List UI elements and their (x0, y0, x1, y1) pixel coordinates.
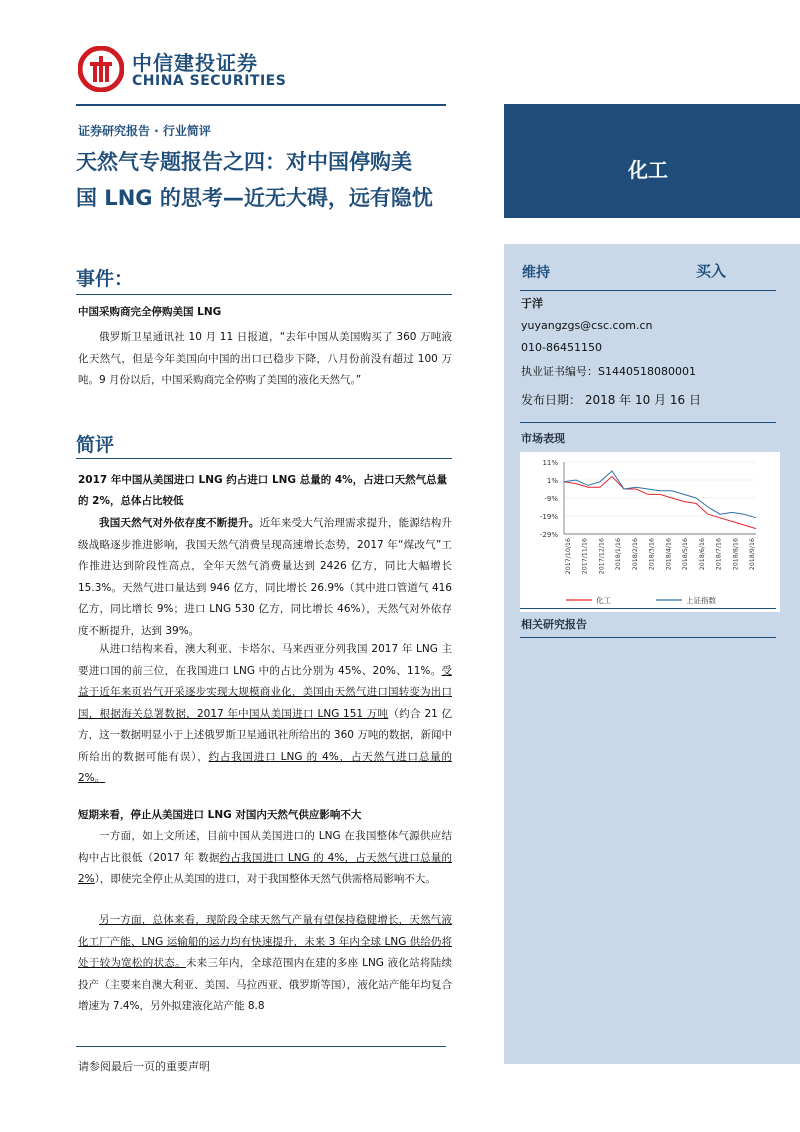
related-rule (520, 608, 776, 609)
y-tick-label: -9% (544, 495, 558, 503)
event-paragraph: 俄罗斯卫星通讯社 10 月 11 日报道，“去年中国从美国购买了 360 万吨液化天然气，但是今年美国向中国的出口已稳步下降，八月份前没有超过 100 万吨。9 月份以后，中国采购商完全停购了美国的液化天然气。” (78, 331, 452, 386)
comment-paragraph-2 (78, 639, 452, 790)
citic-logo-icon (78, 46, 124, 92)
footer-rule (76, 1046, 446, 1047)
rating-action: 维持 (522, 265, 550, 281)
comment-paragraph-3 (78, 826, 452, 891)
x-tick-label: 2018/6/16 (698, 538, 706, 571)
footer-disclaimer: 请参阅最后一页的重要声明 (78, 1060, 210, 1073)
y-tick-label: 11% (542, 459, 558, 467)
x-tick-label: 2018/4/16 (665, 538, 673, 571)
comment-p4-b: 未来三年内，全球范围内在建的多座 LNG 液化站将陆续投产（主要来自澳大利亚、美国、马拉西亚、俄罗斯等国），液化站产能年均复合增速为 7.4%，另外拟建液化站产能 8.8 (78, 957, 453, 1012)
report-title-line2: 国 LNG 的思考—近无大碍，远有隐忧 (76, 186, 433, 210)
rating-rule (520, 290, 776, 291)
comment-p2-a: 从进口结构来看，澳大利亚、卡塔尔、马来西亚分列我国 2017 年 LNG 主要进口国的前三位，在我国进口 LNG 中的占比分别为 45%、20%、11%。 (78, 643, 452, 677)
event-subhead: 中国采购商完全停购美国 LNG (78, 306, 222, 318)
analyst-license: 执业证书编号：S1440518080001 (521, 365, 696, 378)
y-tick-label: -29% (539, 531, 558, 539)
publish-date: 发布日期： 2018 年 10 月 16 日 (521, 393, 701, 407)
report-title-line1: 天然气专题报告之四：对中国停购美 (76, 150, 412, 174)
report-title (76, 144, 476, 216)
sector-band (504, 104, 800, 218)
comment-p2-b: 受益于近年来页岩气开采逐步实现大规模商业化，美国由天然气进口国转变为出口国，根据海关总署数据，2017 年中国从美国进口 LNG 151 万吨 (78, 664, 452, 720)
x-tick-label: 2018/8/16 (732, 538, 740, 571)
company-name-en: CHINA SECURITIES (132, 73, 287, 89)
x-tick-label: 2018/5/16 (682, 538, 690, 571)
rating-row (520, 258, 776, 286)
x-tick-label: 2018/1/16 (615, 538, 623, 571)
comment-paragraph-1 (78, 513, 452, 642)
comment-p4-a: 另一方面，总体来看，现阶段全球天然气产量有望保持稳健增长，天然气液化工厂产能、LNG 运输船的运力均有快速提升，未来 3 年内全球 LNG 供给仍将处于较为宽松的状态。 (78, 914, 452, 969)
comment-p3-a: 一方面，如上文所述，目前中国从美国进口的 LNG 在我国整体气源供应结构中占比很低（2017 年 数据 (78, 830, 452, 864)
event-heading: 事件： (76, 268, 134, 290)
y-tick-label: -19% (539, 513, 558, 521)
comment-heading: 简评 (76, 434, 115, 456)
comment-p2-c: （约合 21 亿方，这一数据明显小于上述俄罗斯卫星通讯社所给出的 360 万吨的数据，新闻中所给出的数据可能有误）， (78, 707, 452, 763)
x-tick-label: 2018/9/16 (749, 538, 756, 571)
breadcrumb: 证券研究报告 · 行业简评 (78, 124, 211, 138)
event-rule (76, 294, 452, 295)
sector-label: 化工 (628, 158, 668, 182)
x-tick-label: 2018/3/16 (648, 538, 656, 571)
comment-p2-d: 约占我国进口 LNG 的 4%，占天然气进口总量的 2%。 (78, 750, 453, 784)
header-rule (76, 104, 446, 106)
x-tick-label: 2018/7/16 (715, 538, 723, 571)
comment-p1-text: 近年来受大气治理需求提升，能源结构升级战略逐步推进影响，我国天然气消费呈现高速增长态势，2017 年“煤改气”工作推进达到阶段性高点，全年天然气消费量达到 2426 亿方，同比大幅增长 15.3%。天然气进口量达到 946 亿方，同比增长 26.9%（其中进口管道气 416 亿方，同比增长 9%；进口 LNG 530 亿方，同比增长 46%），天然气对外依存度不断提升，达到 39%。 (78, 517, 452, 637)
company-name-cn: 中信建投证券 (132, 51, 258, 75)
comment-subhead-1: 2017 年中国从美国进口 LNG 约占进口 LNG 总量的 4%，占进口天然气总量的 2%，总体占比较低 (78, 474, 448, 507)
market-performance-chart (520, 452, 780, 612)
x-tick-label: 2017/10/16 (565, 538, 572, 575)
company-logo (78, 44, 308, 94)
comment-p3-b: 约占我国进口 LNG 的 4%，占天然气进口总量的 2% (78, 851, 452, 885)
x-tick-label: 2017/12/16 (598, 538, 606, 575)
market-title: 市场表现 (521, 432, 565, 445)
x-tick-label: 2017/11/16 (581, 538, 589, 575)
comment-subhead-2: 短期来看，停止从美国进口 LNG 对国内天然气供应影响不大 (78, 809, 362, 821)
related-reports-title: 相关研究报告 (521, 618, 587, 631)
y-tick-label: 1% (546, 477, 558, 485)
market-rule-top (520, 422, 776, 423)
analyst-name: 于洋 (521, 297, 543, 310)
legend-label: 化工 (596, 596, 611, 605)
x-tick-label: 2018/2/16 (631, 538, 639, 571)
legend-label: 上证指数 (686, 596, 716, 605)
analyst-email[interactable]: yuyangzgs@csc.com.cn (521, 319, 653, 332)
comment-p1-lead: 我国天然气对外依存度不断提升。 (99, 517, 260, 529)
comment-paragraph-4 (78, 910, 452, 1018)
rating-value: 买入 (696, 262, 727, 280)
comment-p3-c: ），即使完全停止从美国的进口，对于我国整体天然气供需格局影响不大。 (94, 873, 436, 885)
analyst-phone: 010-86451150 (521, 341, 602, 354)
related-rule-bottom (520, 637, 776, 638)
comment-rule (76, 458, 452, 459)
